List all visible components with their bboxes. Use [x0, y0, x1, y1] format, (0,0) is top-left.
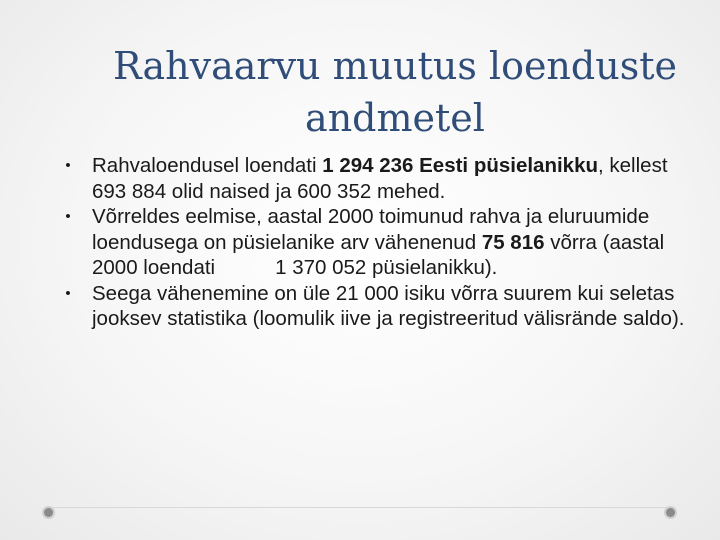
bullet-bold-text: 1 294 236 Eesti püsielanikku: [322, 154, 599, 177]
bullet-item: [56, 281, 706, 332]
corner-dot-icon: [666, 508, 675, 517]
bullet-item: [56, 153, 706, 204]
bullet-list: [56, 153, 706, 332]
slide-title: [90, 40, 700, 144]
bullet-item: [56, 204, 706, 281]
slide-title-line-1: Rahvaarvu muutus loenduste: [113, 44, 677, 88]
bottom-divider: [48, 507, 672, 508]
bullet-text: Rahvaloendusel loendati: [92, 154, 323, 177]
bullet-text: 1 370 052 püsielanikku).: [275, 256, 498, 279]
bullet-dot-icon: •: [65, 284, 71, 302]
corner-dot-icon: [44, 508, 53, 517]
bullet-bold-text: 75 816: [481, 230, 545, 254]
slide-title-line-2: andmetel: [305, 96, 485, 140]
bullet-dot-icon: •: [65, 208, 71, 225]
bullet-text: võrra (aastal 2000 loendati: [92, 230, 665, 279]
bullet-dot-icon: •: [65, 157, 71, 174]
bullet-text: , kellest 693 884 olid naised ja 600 352 mehed.: [92, 154, 668, 203]
bullet-text: Võrreldes eelmise, aastal 2000 toimunud rahva ja eluruumide loendusega on püsielanike arv vähenenud: [92, 205, 650, 254]
bullet-text: Seega vähenemine on üle 21 000 isiku võrra suurem kui seletas jooksev statistika (loomulik iive ja registreeritud välisrände saldo).: [92, 281, 685, 330]
